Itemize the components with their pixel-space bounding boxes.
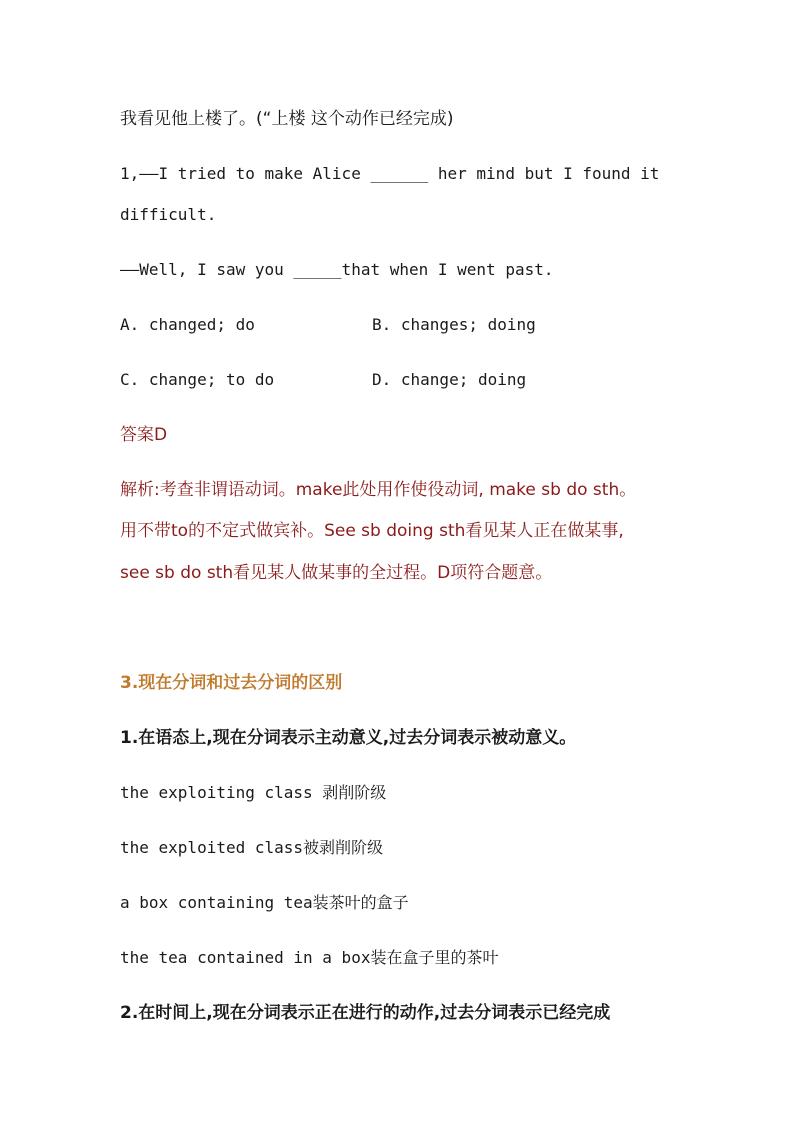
option-d: D. change; doing — [372, 370, 527, 389]
option-b: B. changes; doing — [372, 315, 536, 334]
example-3: a box containing tea装茶叶的盒子 — [120, 893, 409, 912]
question-line-3: ——Well, I saw you _____that when I went past. — [120, 260, 554, 279]
example-4: the tea contained in a box装在盒子里的茶叶 — [120, 948, 499, 967]
example-2: the exploited class被剥削阶级 — [120, 838, 384, 857]
question-line-2: difficult. — [120, 205, 217, 224]
option-a: A. changed; do — [120, 315, 255, 334]
point-1: 1.在语态上,现在分词表示主动意义,过去分词表示被动意义。 — [120, 728, 577, 748]
option-c: C. change; to do — [120, 370, 275, 389]
question-line-1: 1,——I tried to make Alice ______ her mind but I found it — [120, 164, 660, 183]
analysis-line-1: 解析:考查非谓语动词。make此处用作使役动词, make sb do sth。 — [120, 480, 637, 500]
section-3-title: 3.现在分词和过去分词的区别 — [120, 673, 343, 693]
intro-sentence: 我看见他上楼了。(“上楼 这个动作已经完成) — [120, 109, 454, 129]
options-row-1 — [120, 314, 536, 336]
analysis-line-2: 用不带to的不定式做宾补。See sb doing sth看见某人正在做某事, — [120, 521, 624, 541]
answer: 答案D — [120, 425, 168, 445]
options-row-2 — [120, 369, 527, 391]
point-2: 2.在时间上,现在分词表示正在进行的动作,过去分词表示已经完成 — [120, 1003, 611, 1023]
analysis-line-3: see sb do sth看见某人做某事的全过程。D项符合题意。 — [120, 563, 553, 583]
example-1: the exploiting class 剥削阶级 — [120, 783, 387, 802]
